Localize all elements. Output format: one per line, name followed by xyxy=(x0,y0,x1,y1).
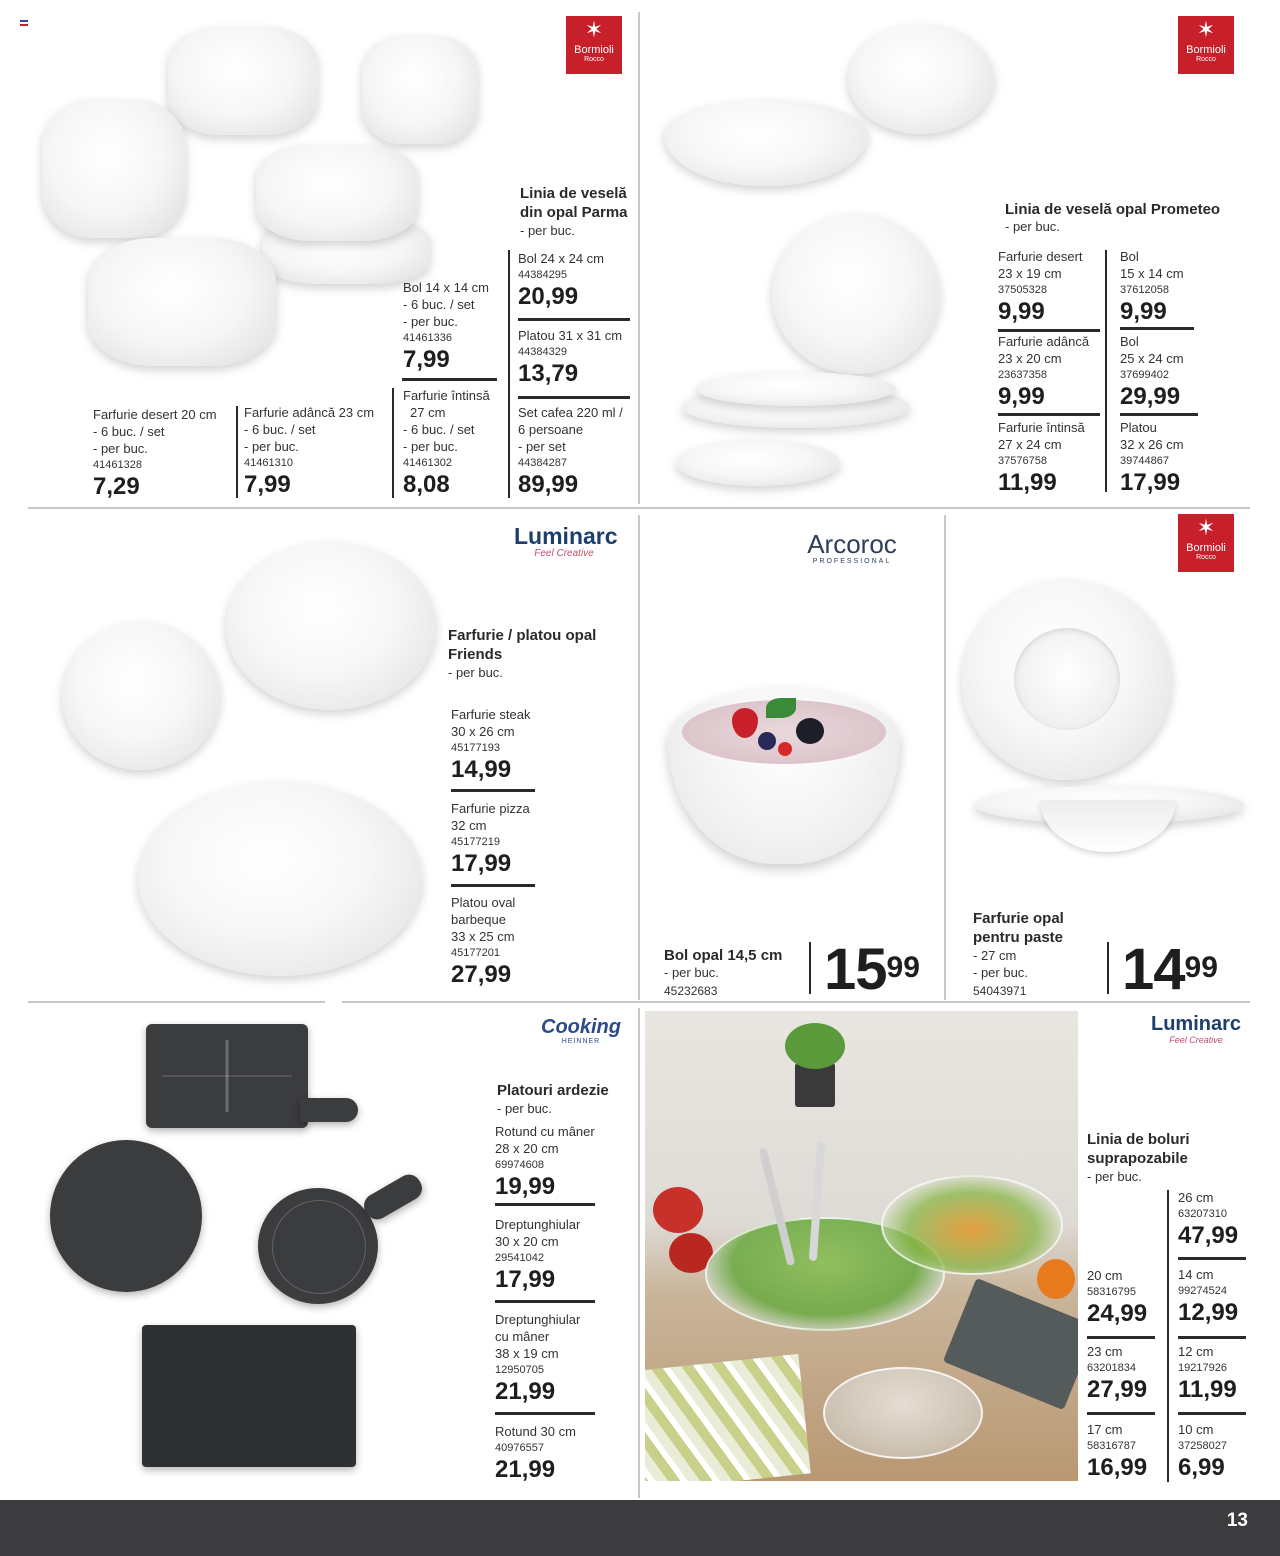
round-plate-image xyxy=(226,542,436,710)
row-divider xyxy=(342,1001,1250,1003)
price: 7,99 xyxy=(403,346,450,373)
product-item: 20 cm 58316795 24,99 xyxy=(1087,1268,1148,1327)
boluri-title: Linia de boluri suprapozabile xyxy=(1087,1131,1190,1167)
bol-opal-title: Bol opal 14,5 cm xyxy=(664,947,783,964)
square-plate-image xyxy=(42,100,186,238)
product-item: Dreptunghiular cu mâner 38 x 19 cm 12950705 21,99 xyxy=(495,1312,581,1405)
price: 13,79 xyxy=(518,360,579,387)
price-underline xyxy=(1120,327,1194,330)
price: 24,99 xyxy=(1087,1300,1148,1327)
bormioli-logo: ✶ Bormioli Rocco xyxy=(1178,514,1234,572)
price: 11,99 xyxy=(1178,1376,1237,1403)
price: 21,99 xyxy=(495,1378,556,1405)
bol-opal-code: 45232683 xyxy=(664,984,718,998)
price-underline xyxy=(518,396,630,399)
price: 16,99 xyxy=(1087,1454,1148,1481)
product-item: Farfurie desert 23 x 19 cm 37505328 9,99 xyxy=(998,249,1083,325)
product-item: Dreptunghiular 30 x 20 cm 29541042 17,99 xyxy=(495,1217,581,1293)
tomato-image xyxy=(653,1187,703,1233)
column-divider xyxy=(638,1008,640,1498)
product-item: Platou 32 x 26 cm 39744867 17,99 xyxy=(1120,420,1184,496)
paste-price: $14^{99}$ xyxy=(1122,937,1218,1002)
price-divider xyxy=(809,942,811,994)
row-divider xyxy=(28,1001,325,1003)
plant-leaves-image xyxy=(785,1023,845,1069)
price-underline xyxy=(402,378,497,381)
price-underline xyxy=(1120,413,1198,416)
product-item: Bol 14 x 14 cm - 6 buc. / set - per buc. 41461336 7,99 xyxy=(403,280,489,373)
product-item: Farfurie desert 20 cm - 6 buc. / set - per buc. 41461328 7,29 xyxy=(93,407,217,500)
price: 6,99 xyxy=(1178,1454,1225,1481)
row-divider xyxy=(28,507,1250,509)
price: 9,99 xyxy=(998,383,1045,410)
paste-title: Farfurie opal pentru paste xyxy=(973,910,1064,946)
price: 20,99 xyxy=(518,283,579,310)
product-item: 14 cm 99274524 12,99 xyxy=(1178,1267,1239,1326)
price-divider xyxy=(392,388,394,498)
stacked-plates-image xyxy=(696,372,896,406)
price-underline xyxy=(495,1300,595,1303)
price-underline xyxy=(1178,1336,1246,1339)
product-item: Platou 31 x 31 cm 44384329 13,79 xyxy=(518,328,623,387)
blueberry-image xyxy=(758,732,776,750)
redcurrant-image xyxy=(778,742,792,756)
price-underline xyxy=(1087,1412,1155,1415)
slate-round-lines xyxy=(272,1200,366,1294)
price-divider xyxy=(1105,250,1107,492)
orange-pepper-image xyxy=(1037,1259,1075,1299)
product-item: Farfurie pizza 32 cm 45177219 17,99 xyxy=(451,801,530,877)
price: 9,99 xyxy=(998,298,1045,325)
price-underline xyxy=(495,1412,595,1415)
product-item: Farfurie întinsă 27 x 24 cm 37576758 11,99 xyxy=(998,420,1085,496)
friends-title: Farfurie / platou opal Friends xyxy=(448,627,597,663)
paste-size: - 27 cm xyxy=(973,948,1017,963)
paste-code: 54043971 xyxy=(973,984,1027,998)
column-divider xyxy=(638,515,640,1000)
price: 27,99 xyxy=(451,961,512,988)
product-item: Farfurie întinsă 27 cm - 6 buc. / set - per buc. 41461302 8,08 xyxy=(403,388,490,498)
ardezie-per-unit: - per buc. xyxy=(497,1101,552,1116)
paste-per-unit: - per buc. xyxy=(973,965,1028,980)
empty-bowl-glass-image xyxy=(823,1367,983,1459)
price-underline xyxy=(495,1203,595,1206)
price: 14,99 xyxy=(451,756,512,783)
price: 7,99 xyxy=(244,471,291,498)
product-item: Rotund 30 cm 40976557 21,99 xyxy=(495,1424,576,1483)
price: 21,99 xyxy=(495,1456,556,1483)
price-underline xyxy=(998,329,1100,332)
price-divider xyxy=(1107,942,1109,994)
pasta-plate-side-bowl xyxy=(1040,800,1176,852)
price-underline xyxy=(998,413,1100,416)
product-item: Bol 15 x 14 cm 37612058 9,99 xyxy=(1120,249,1184,325)
bol-opal-per-unit: - per buc. xyxy=(664,965,719,980)
price-divider xyxy=(508,250,510,498)
price-divider xyxy=(236,406,238,498)
deep-plate-image xyxy=(772,214,940,374)
square-bowl-image xyxy=(88,238,276,366)
product-item: 26 cm 63207310 47,99 xyxy=(1178,1190,1239,1249)
price: 29,99 xyxy=(1120,383,1181,410)
product-item: 10 cm 37258027 6,99 xyxy=(1178,1422,1227,1481)
veg-bowl-glass-image xyxy=(881,1175,1063,1275)
ardezie-title: Platouri ardezie xyxy=(497,1082,609,1099)
square-bowl-image xyxy=(256,145,418,241)
column-divider xyxy=(638,12,640,504)
page-number: 13 xyxy=(1226,1510,1248,1531)
price: 9,99 xyxy=(1120,298,1167,325)
product-item: 23 cm 63201834 27,99 xyxy=(1087,1344,1148,1403)
parma-title: Linia de veselă din opal Parma xyxy=(520,185,628,221)
salad-bowls-photo xyxy=(645,1011,1078,1481)
square-plate-image xyxy=(168,27,318,135)
oval-platter-image xyxy=(138,782,422,976)
price: 8,08 xyxy=(403,471,450,498)
slate-grid-lines xyxy=(162,1040,292,1112)
price: 17,99 xyxy=(451,850,512,877)
product-item: 17 cm 58316787 16,99 xyxy=(1087,1422,1148,1481)
cooking-logo: Cooking HEINNER xyxy=(541,1016,621,1045)
product-item: Bol 25 x 24 cm 37699402 29,99 xyxy=(1120,334,1184,410)
product-item: Farfurie adâncă 23 cm - 6 buc. / set - per buc. 41461310 7,99 xyxy=(244,405,375,498)
prometeo-per-unit: - per buc. xyxy=(1005,219,1060,234)
mint-leaf-image xyxy=(766,698,796,718)
bowl-image xyxy=(664,100,868,186)
flag-icon xyxy=(20,20,28,26)
price-underline xyxy=(1178,1257,1246,1260)
luminarc-logo: Luminarc Feel Creative xyxy=(1150,1013,1242,1045)
product-item: Farfurie steak 30 x 26 cm 45177193 14,99 xyxy=(451,707,531,783)
price: 89,99 xyxy=(518,471,579,498)
parma-per-unit: - per buc. xyxy=(520,223,575,238)
square-plate-image xyxy=(362,36,478,144)
product-item: Rotund cu mâner 28 x 20 cm 69974608 19,99 xyxy=(495,1124,595,1200)
product-item: Bol 24 x 24 cm 44384295 20,99 xyxy=(518,251,604,310)
arcoroc-logo: Arcoroc PROFESSIONAL xyxy=(807,529,897,565)
bol-opal-price: $15^{99}$ xyxy=(824,937,920,1002)
product-item: Farfurie adâncă 23 x 20 cm 23637358 9,99 xyxy=(998,334,1090,410)
product-item: Set cafea 220 ml / 6 persoane - per set 44384287 89,99 xyxy=(518,405,623,498)
plant-pot-image xyxy=(795,1063,835,1107)
bormioli-logo: ✶ Bormioli Rocco xyxy=(566,16,622,74)
bormioli-logo: ✶ Bormioli Rocco xyxy=(1178,16,1234,74)
price: 12,99 xyxy=(1178,1299,1239,1326)
product-item: Platou oval barbeque 33 x 25 cm 45177201 27,99 xyxy=(451,895,516,988)
round-plate-image xyxy=(848,24,994,134)
blackberry-image xyxy=(796,718,824,744)
price: 17,99 xyxy=(495,1266,556,1293)
flat-plate-image xyxy=(676,440,840,486)
price-underline xyxy=(1178,1412,1246,1415)
price-underline xyxy=(1087,1336,1155,1339)
column-divider xyxy=(944,515,946,1000)
round-slate-image xyxy=(50,1140,202,1292)
towel-image xyxy=(645,1354,811,1481)
pasta-plate-well-image xyxy=(1014,628,1120,730)
round-plate-image xyxy=(62,622,220,770)
slate-handle-image xyxy=(300,1098,358,1122)
price-divider xyxy=(1167,1190,1169,1482)
price-underline xyxy=(451,789,535,792)
price-underline xyxy=(518,318,630,321)
price: 27,99 xyxy=(1087,1376,1148,1403)
price: 7,29 xyxy=(93,473,140,500)
prometeo-title: Linia de veselă opal Prometeo xyxy=(1005,201,1221,218)
boluri-per-unit: - per buc. xyxy=(1087,1169,1142,1184)
luminarc-logo: Luminarc Feel Creative xyxy=(514,523,618,559)
rectangular-slate-image xyxy=(142,1325,356,1467)
product-item: 12 cm 19217926 11,99 xyxy=(1178,1344,1237,1403)
slate-handle-image xyxy=(360,1170,427,1224)
price: 19,99 xyxy=(495,1173,556,1200)
page-footer xyxy=(0,1500,1280,1556)
price: 17,99 xyxy=(1120,469,1181,496)
price: 11,99 xyxy=(998,469,1057,496)
friends-per-unit: - per buc. xyxy=(448,665,503,680)
price: 47,99 xyxy=(1178,1222,1239,1249)
price-underline xyxy=(451,884,535,887)
